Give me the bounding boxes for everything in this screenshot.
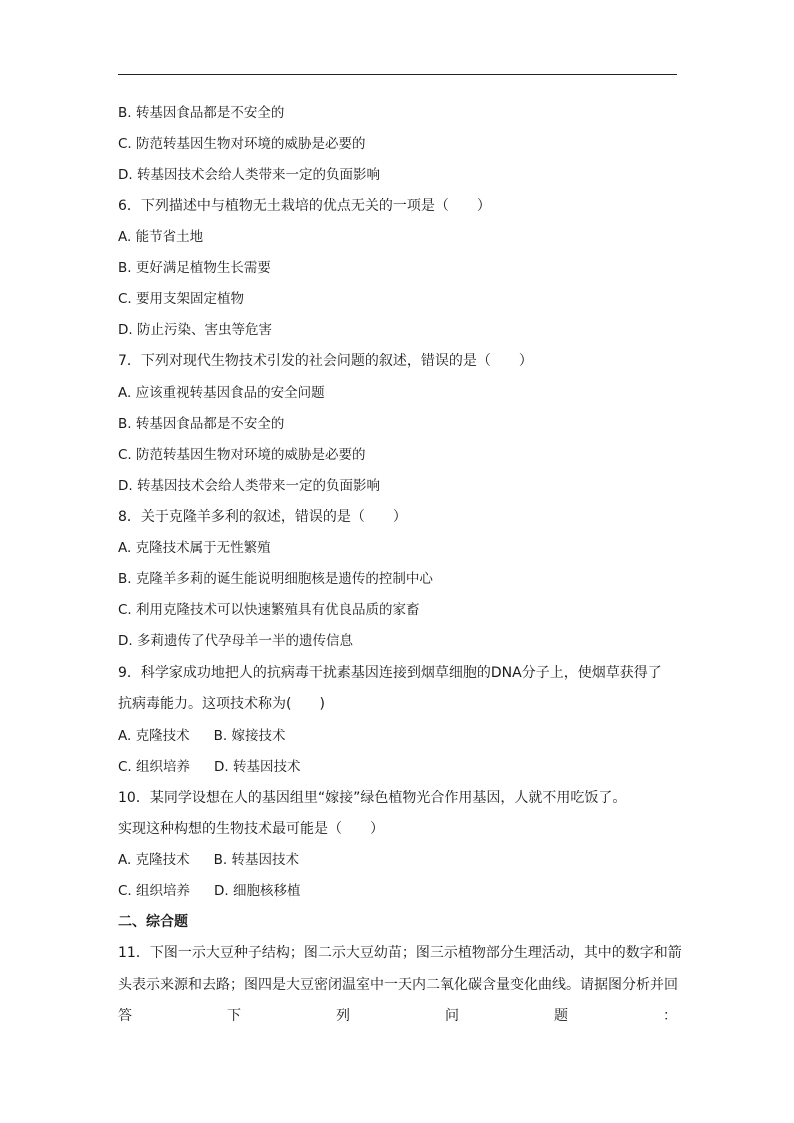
question-10: 10．某同学设想在人的基因组里“嫁接”绿色植物光合作用基因，人就不用吃饭了。 [118, 790, 627, 806]
option-b: B. 转基因技术 [213, 852, 299, 868]
option-line: D. 转基因技术会给人类带来一定的负面影响 [118, 167, 380, 183]
option-line: D. 转基因技术会给人类带来一定的负面影响 [118, 478, 380, 494]
option-line: C. 要用支架固定植物 [118, 291, 245, 307]
option-line: B. 克隆羊多莉的诞生能说明细胞核是遗传的控制中心 [118, 571, 433, 587]
option-line: B. 转基因食品都是不安全的 [118, 105, 285, 121]
question-6: 6．下列描述中与植物无土栽培的优点无关的一项是（ ） [118, 198, 491, 214]
justified-char: 下 [227, 1008, 241, 1024]
option-row [118, 758, 301, 776]
option-a: A. 克隆技术 [118, 852, 190, 868]
justified-char: 答 [118, 1008, 132, 1024]
option-d: D. 细胞核移植 [214, 883, 301, 899]
option-line: C. 防范转基因生物对环境的威胁是必要的 [118, 447, 366, 463]
justified-char: 题 [554, 1008, 568, 1024]
question-11: 11．下图一示大豆种子结构；图二示大豆幼苗；图三示植物部分生理活动，其中的数字和箭 [118, 945, 682, 961]
option-b: B. 嫁接技术 [213, 728, 286, 744]
option-line: A. 能节省土地 [118, 229, 204, 245]
justified-char: 列 [336, 1008, 350, 1024]
option-line: B. 更好满足植物生长需要 [118, 260, 271, 276]
option-line: D. 防止污染、害虫等危害 [118, 322, 272, 338]
question-8: 8．关于克隆羊多利的叙述，错误的是（ ） [118, 509, 407, 525]
justified-char: ： [663, 1008, 677, 1024]
option-row [118, 851, 299, 869]
option-c: C. 组织培养 [118, 883, 191, 899]
option-d: D. 转基因技术 [214, 759, 301, 775]
question-11-cont: 头表示来源和去路；图四是大豆密闭温室中一天内二氧化碳含量变化曲线。请据图分析并回 [118, 977, 678, 993]
option-line: A. 克隆技术属于无性繁殖 [118, 540, 271, 556]
question-9: 9．科学家成功地把人的抗病毒干扰素基因连接到烟草细胞的DNA分子上，使烟草获得了 [118, 665, 662, 681]
question-9-cont: 抗病毒能力。这项技术称为( ) [118, 696, 325, 712]
question-11-justified [118, 1007, 677, 1025]
option-line: C. 利用克隆技术可以快速繁殖具有优良品质的家畜 [118, 602, 420, 618]
option-line: C. 防范转基因生物对环境的威胁是必要的 [118, 136, 366, 152]
option-line: D. 多莉遗传了代孕母羊一半的遗传信息 [118, 633, 353, 649]
question-7: 7．下列对现代生物技术引发的社会问题的叙述，错误的是（ ） [118, 353, 533, 369]
option-row [118, 882, 301, 900]
option-c: C. 组织培养 [118, 759, 191, 775]
section-heading: 二、综合题 [118, 914, 188, 930]
option-a: A. 克隆技术 [118, 728, 190, 744]
header-rule [118, 74, 677, 75]
option-line: B. 转基因食品都是不安全的 [118, 416, 285, 432]
justified-char: 问 [445, 1008, 459, 1024]
question-10-cont: 实现这种构想的生物技术最可能是（ ） [118, 821, 384, 837]
option-line: A. 应该重视转基因食品的安全问题 [118, 385, 325, 401]
option-row [118, 727, 285, 745]
